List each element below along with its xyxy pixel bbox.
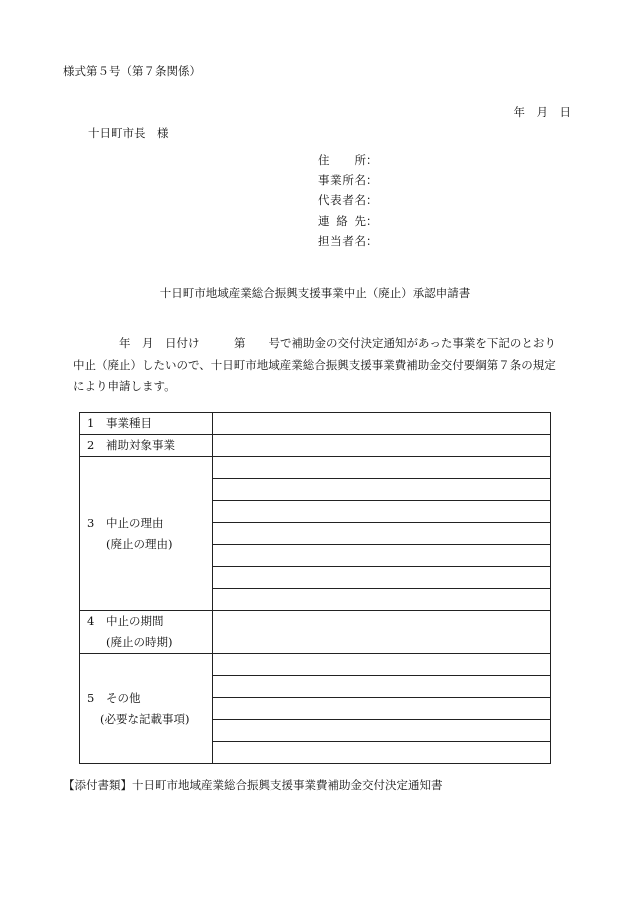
label-char: 絡 (336, 213, 348, 228)
label-char: 名 (354, 193, 366, 208)
row-number: 5 (87, 690, 95, 705)
row-label: その他 (106, 690, 141, 705)
label-char: 所 (342, 173, 354, 188)
applicant-office-row (318, 175, 380, 195)
label-char: 住 (318, 153, 330, 167)
applicant-address-row (318, 155, 380, 175)
date-line: 年 月 日 (513, 105, 571, 119)
label-char: 名 (354, 173, 366, 188)
label-char: 業 (330, 173, 342, 188)
field-reason-line[interactable] (213, 545, 551, 567)
field-reason-line[interactable] (213, 501, 551, 523)
label-business-type (80, 413, 213, 435)
field-reason-line[interactable] (213, 457, 551, 479)
label-char: 者 (342, 233, 354, 248)
field-other-line[interactable] (213, 676, 551, 698)
field-other-line[interactable] (213, 720, 551, 742)
attachment-note: 【添付書類】十日町市地域産業総合振興支援事業費補助金交付決定通知書 (63, 778, 443, 792)
applicant-contact-row (318, 213, 380, 236)
label-target-project (80, 435, 213, 457)
label-char: 事 (318, 173, 330, 188)
field-reason-line[interactable] (213, 479, 551, 501)
colon: ： (366, 233, 378, 248)
label-char: 代 (318, 193, 330, 208)
row-sublabel: (廃止の理由) (106, 536, 173, 551)
row-number: 4 (87, 614, 95, 628)
label-char: 者 (342, 193, 354, 208)
colon: ： (366, 153, 378, 167)
label-char: 連 (318, 213, 330, 228)
form-number: 様式第５号（第７条関係） (63, 64, 201, 78)
applicant-office-label (318, 175, 366, 187)
label-char: 当 (330, 233, 342, 248)
row-sublabel: (廃止の時期) (106, 635, 173, 649)
row-number: 3 (87, 515, 95, 530)
label-period (80, 611, 213, 654)
field-reason-line[interactable] (213, 567, 551, 589)
table-row-target-project (80, 435, 551, 457)
body-line-2: 中止（廃止）したいので、十日町市地域産業総合振興支援事業費補助金交付要綱第７条の規定 (73, 357, 556, 372)
row-label: 中止の期間 (106, 614, 164, 628)
field-target-project[interactable] (213, 435, 551, 457)
document-title: 十日町市地域産業総合振興支援事業中止（廃止）承認申請書 (159, 286, 471, 300)
field-reason-line[interactable] (213, 589, 551, 611)
label-char: 担 (318, 233, 330, 248)
addressee: 十日町市長 様 (88, 126, 169, 140)
body-line-3: により申請します。 (73, 379, 176, 393)
applicant-address-label (318, 155, 366, 167)
table-row-other (80, 654, 551, 676)
table-row-business-type (80, 413, 551, 435)
field-reason-line[interactable] (213, 523, 551, 545)
colon: ： (366, 213, 378, 228)
applicant-representative-label (318, 195, 366, 207)
label-reason (80, 457, 213, 611)
label-char: 表 (330, 193, 342, 208)
row-label: 補助対象事業 (106, 438, 175, 452)
applicant-contact-label (318, 213, 366, 228)
colon: ： (366, 173, 378, 188)
field-other-line[interactable] (213, 698, 551, 720)
body-line-1: 年 月 日付け 第 号で補助金の交付決定通知があった事業を下記のとおり (73, 336, 556, 350)
body-text (73, 333, 573, 398)
row-sublabel: (必要な記載事項) (100, 711, 190, 726)
applicant-info (318, 155, 380, 256)
row-label: 事業種目 (106, 416, 152, 430)
row-number: 2 (87, 438, 95, 452)
applicant-representative-row (318, 195, 380, 215)
application-table (79, 412, 551, 764)
table-row-reason (80, 457, 551, 479)
label-char: 名 (354, 233, 366, 248)
row-label: 中止の理由 (106, 515, 164, 530)
applicant-person-row (318, 233, 380, 256)
label-other (80, 654, 213, 764)
field-business-type[interactable] (213, 413, 551, 435)
applicant-person-label (318, 233, 366, 248)
label-char: 先 (354, 213, 366, 228)
label-char: 所 (354, 153, 366, 167)
row-number: 1 (87, 416, 95, 430)
colon: ： (366, 193, 378, 208)
field-other-line[interactable] (213, 742, 551, 764)
field-period[interactable] (213, 611, 551, 654)
field-other-line[interactable] (213, 654, 551, 676)
